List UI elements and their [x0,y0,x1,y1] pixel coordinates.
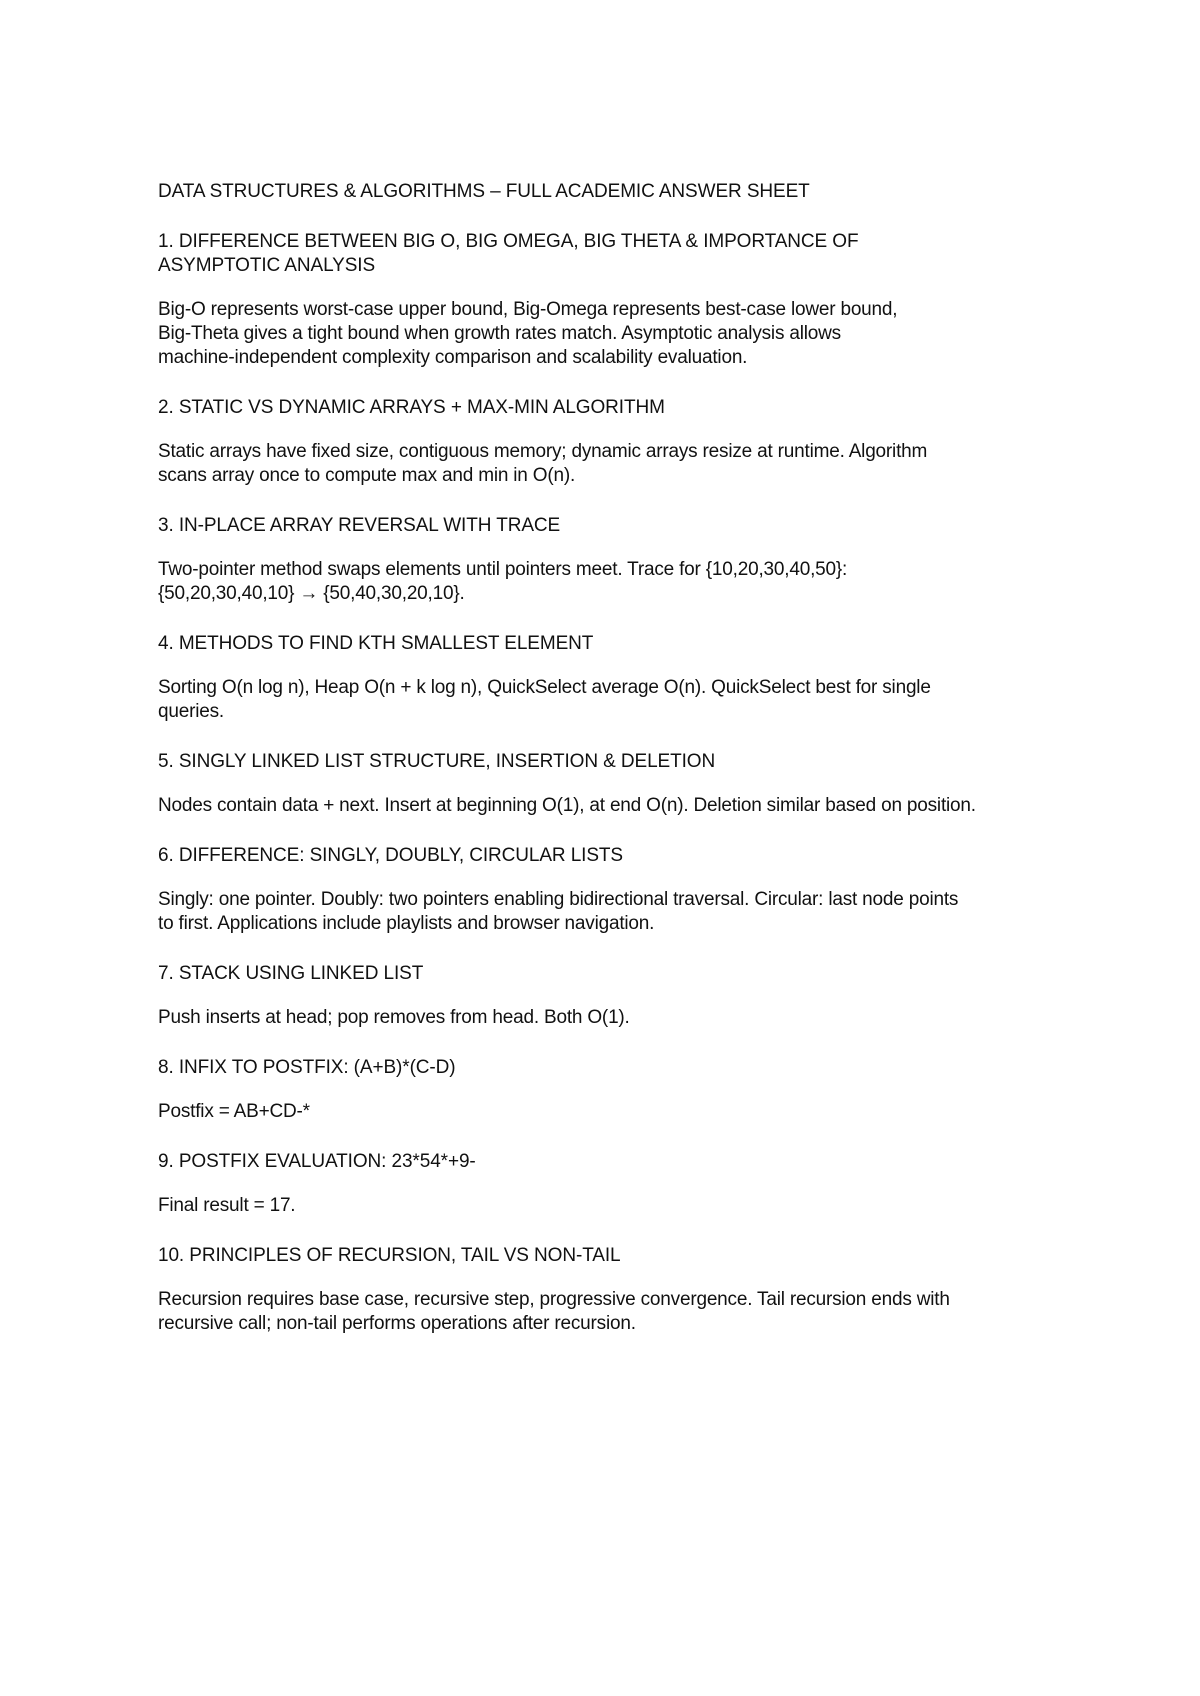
section-1 [158,230,1058,370]
section-heading: 7. STACK USING LINKED LIST [158,963,424,984]
section-3 [158,514,1058,606]
section-2 [158,396,1058,488]
section-6 [158,844,1058,936]
section-body: Singly: one pointer. Doubly: two pointers enabling bidirectional traversal. Circular: last node points to first. Applications include playlists and browser navigation. [158,889,959,934]
section-heading: 2. STATIC VS DYNAMIC ARRAYS + MAX-MIN ALGORITHM [158,397,665,418]
document-title: DATA STRUCTURES & ALGORITHMS – FULL ACADEMIC ANSWER SHEET [158,181,810,202]
section-body: Two-pointer method swaps elements until pointers meet. Trace for {10,20,30,40,50}: {50,20,30,40,10} → {50,40,30,20,10}. [158,559,848,604]
section-body: Recursion requires base case, recursive step, progressive convergence. Tail recursion ends with recursive call; non-tail performs operations after recursion. [158,1289,950,1334]
section-heading: 8. INFIX TO POSTFIX: (A+B)*(C-D) [158,1057,456,1078]
section-9 [158,1150,1058,1218]
section-body: Push inserts at head; pop removes from head. Both O(1). [158,1007,630,1028]
section-body: Postfix = AB+CD-* [158,1101,310,1122]
section-7 [158,962,1058,1030]
section-10 [158,1244,1058,1336]
section-heading: 5. SINGLY LINKED LIST STRUCTURE, INSERTION & DELETION [158,751,716,772]
section-heading: 1. DIFFERENCE BETWEEN BIG O, BIG OMEGA, BIG THETA & IMPORTANCE OF ASYMPTOTIC ANALYSIS [158,231,859,276]
section-heading: 10. PRINCIPLES OF RECURSION, TAIL VS NON-TAIL [158,1245,621,1266]
section-heading: 9. POSTFIX EVALUATION: 23*54*+9- [158,1151,476,1172]
section-body: Final result = 17. [158,1195,296,1216]
section-body: Nodes contain data + next. Insert at beginning O(1), at end O(n). Deletion similar based on position. [158,795,976,816]
section-body: Static arrays have fixed size, contiguous memory; dynamic arrays resize at runtime. Algorithm scans array once to compute max and min in O(n). [158,441,928,486]
section-body: Big-O represents worst-case upper bound, Big-Omega represents best-case lower bound, Big-Theta gives a tight bound when growth rates match. Asymptotic analysis allows machine-independent complexity comparison and scalability evaluation. [158,299,898,368]
section-heading: 6. DIFFERENCE: SINGLY, DOUBLY, CIRCULAR LISTS [158,845,623,866]
section-heading: 4. METHODS TO FIND KTH SMALLEST ELEMENT [158,633,594,654]
section-5 [158,750,1058,818]
section-heading: 3. IN-PLACE ARRAY REVERSAL WITH TRACE [158,515,561,536]
section-4 [158,632,1058,724]
document-content [158,180,1058,1362]
section-body: Sorting O(n log n), Heap O(n + k log n), QuickSelect average O(n). QuickSelect best for single queries. [158,677,931,722]
section-8 [158,1056,1058,1124]
